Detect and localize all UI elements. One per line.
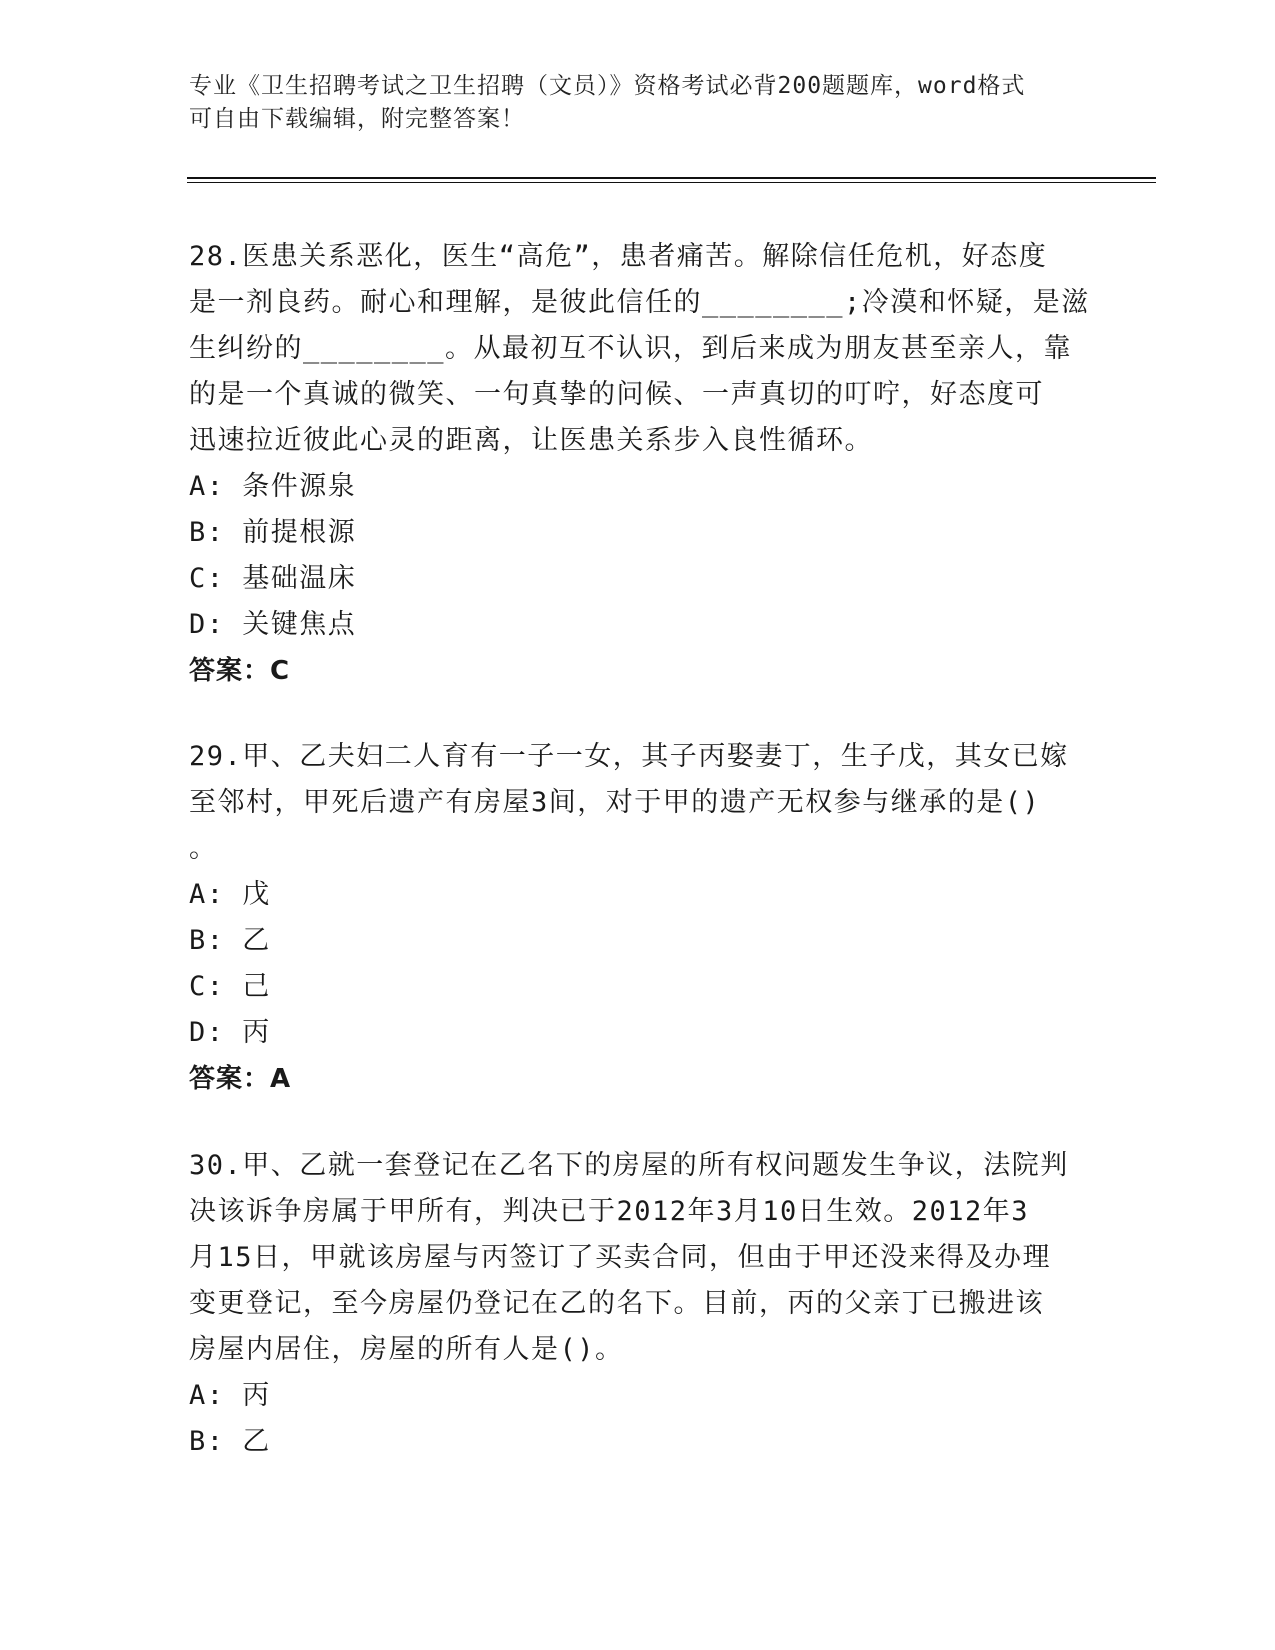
- header-rule-thick: [187, 177, 1156, 179]
- question-text-line: 28.医患关系恶化，医生“高危”，患者痛苦。解除信任危机，好态度: [189, 241, 1048, 272]
- option-b: B: 乙: [189, 925, 271, 956]
- question-text-line: 决该诉争房属于甲所有，判决已于2012年3月10日生效。2012年3: [189, 1196, 1030, 1227]
- option-a: A: 条件源泉: [189, 471, 357, 502]
- option-d: D: 丙: [189, 1017, 271, 1048]
- question-text-line: 迅速拉近彼此心灵的距离，让医患关系步入良性循环。: [189, 425, 873, 456]
- question-text-line: 29.甲、乙夫妇二人育有一子一女，其子丙娶妻丁，生子戊，其女已嫁: [189, 741, 1069, 772]
- question-28: [189, 234, 1089, 694]
- question-text-line: 的是一个真诚的微笑、一句真挚的问候、一声真切的叮咛，好态度可: [189, 379, 1044, 410]
- header-rule-thin: [187, 182, 1156, 183]
- question-text-line: 房屋内居住，房屋的所有人是()。: [189, 1334, 624, 1365]
- question-text-line: 至邻村，甲死后遗产有房屋3间，对于甲的遗产无权参与继承的是(): [189, 787, 1041, 818]
- option-b: B: 前提根源: [189, 517, 357, 548]
- question-text-line: 变更登记，至今房屋仍登记在乙的名下。目前，丙的父亲丁已搬进该: [189, 1288, 1044, 1319]
- option-a: A: 丙: [189, 1380, 271, 1411]
- answer: 答案：C: [189, 656, 291, 686]
- question-30: [189, 1143, 1089, 1465]
- option-c: C: 己: [189, 971, 271, 1002]
- question-29: [189, 734, 1089, 1102]
- header-line-2: 可自由下载编辑，附完整答案！: [189, 106, 525, 132]
- option-b: B: 乙: [189, 1426, 271, 1457]
- question-text-line: 30.甲、乙就一套登记在乙名下的房屋的所有权问题发生争议，法院判: [189, 1150, 1069, 1181]
- question-text-line: 月15日，甲就该房屋与丙签订了买卖合同，但由于甲还没来得及办理: [189, 1242, 1052, 1273]
- option-a: A: 戊: [189, 879, 271, 910]
- answer: 答案：A: [189, 1064, 292, 1094]
- option-c: C: 基础温床: [189, 563, 357, 594]
- option-d: D: 关键焦点: [189, 609, 357, 640]
- question-text-line: 生纠纷的________。从最初互不认识，到后来成为朋友甚至亲人，靠: [189, 333, 1073, 364]
- header-line-1: 专业《卫生招聘考试之卫生招聘（文员）》资格考试必背200题题库，word格式: [189, 73, 1026, 99]
- question-text-line: 。: [189, 833, 218, 864]
- question-text-line: 是一剂良药。耐心和理解，是彼此信任的________;冷漠和怀疑，是滋: [189, 287, 1090, 318]
- document-header: [189, 70, 1089, 136]
